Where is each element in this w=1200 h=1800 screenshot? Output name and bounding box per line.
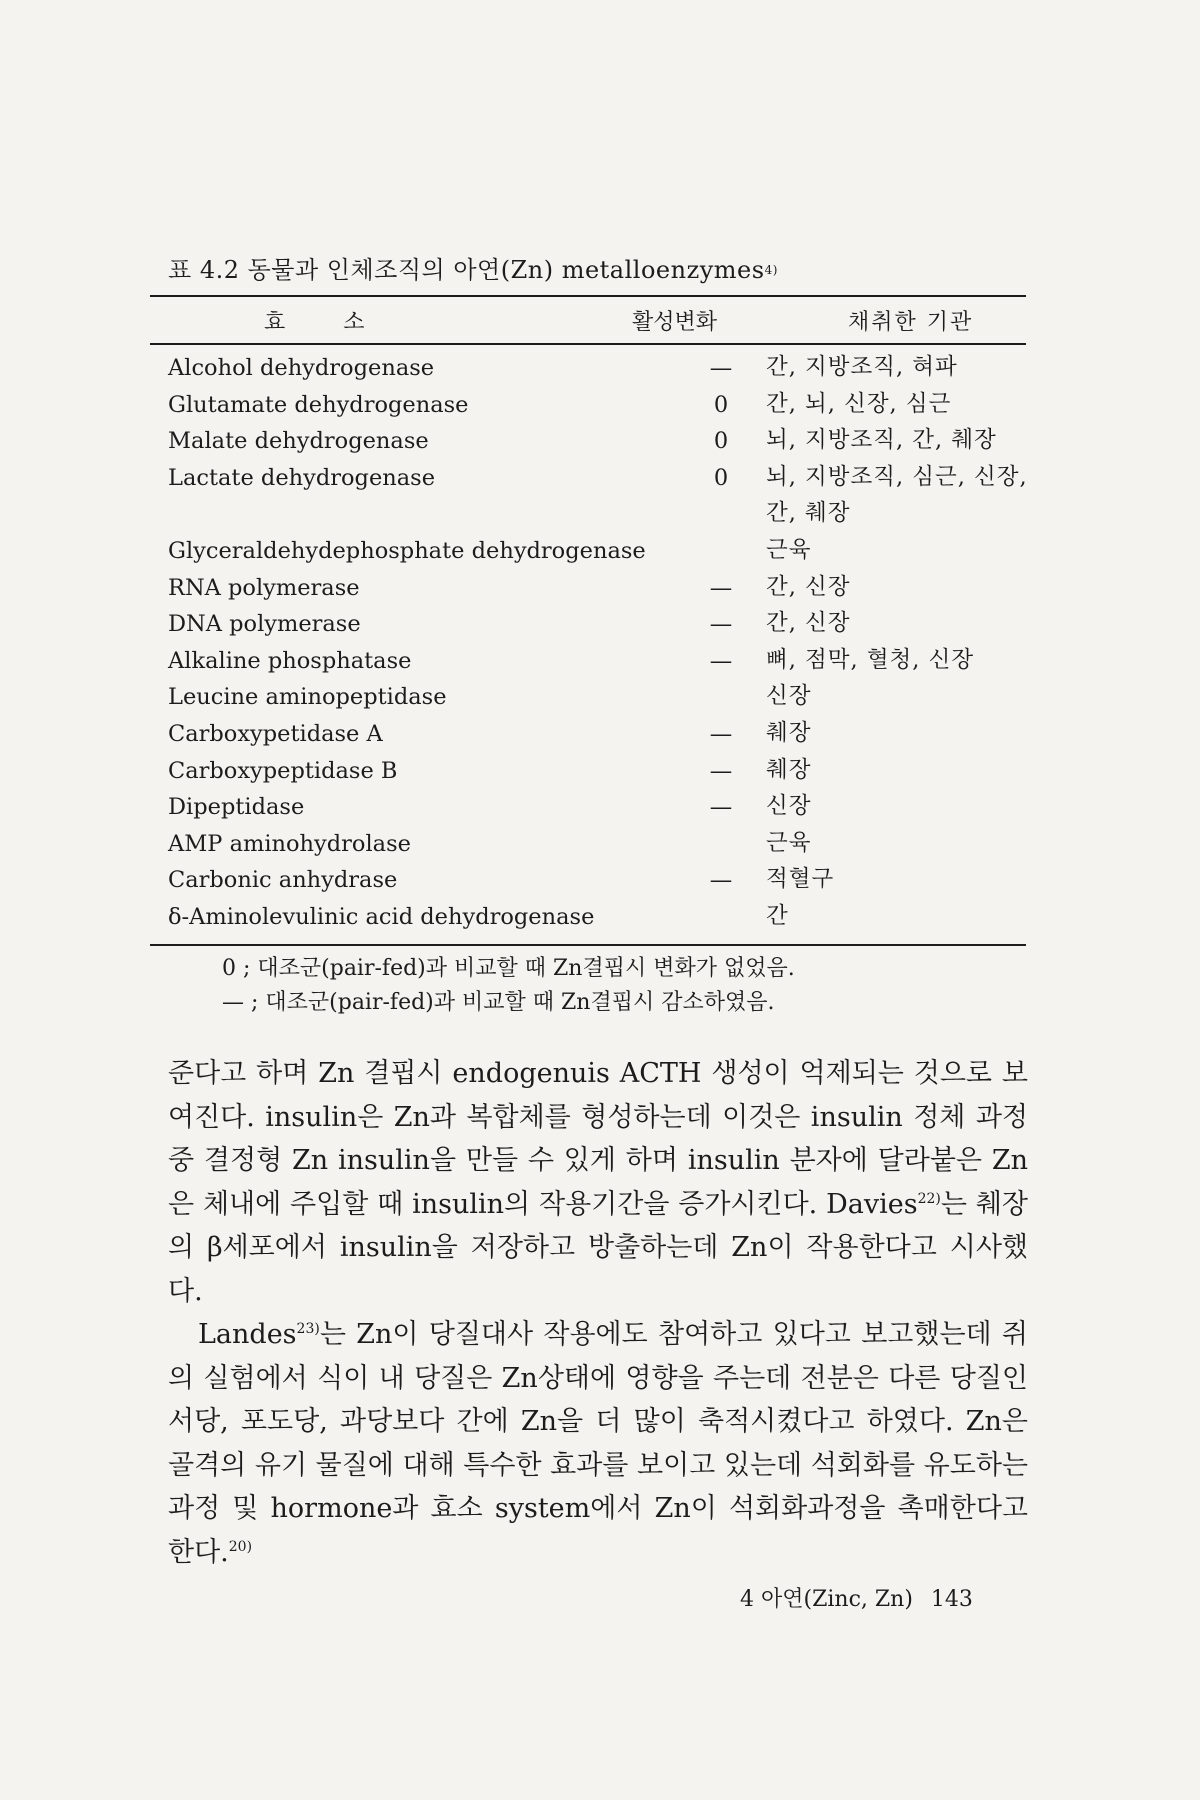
activity-change: 0 [713,391,729,418]
activity-change: — [709,611,733,638]
table-row [168,865,1026,902]
activity-change: — [709,794,733,821]
table-row [168,573,1026,610]
paragraph [168,1052,1028,1313]
activity-change: 0 [713,464,729,491]
enzyme-name: AMP aminohydrolase [168,830,411,857]
enzyme-name: Carboxypetidase A [168,720,383,747]
table-row [168,829,1026,866]
paragraph-text: Landes [198,1319,297,1350]
paragraph-text: 는 췌장의 β세포에서 insulin을 저장하고 방출하는데 Zn이 작용한다고 시사했다. [168,1188,1028,1307]
table-row [168,756,1026,793]
citation-reference: 20) [228,1538,253,1555]
organ-list: 신장 [766,683,812,710]
paragraph-text: 준다고 하며 Zn 결핍시 endogenuis ACTH 생성이 억제되는 것으로 보여진다. insulin은 Zn과 복합체를 형성하는데 이것은 insulin 정체 과정중 결정형 Zn insulin을 만들 수 있게 하며 insulin 분자에 달라붙은 Zn은 체내에 주입할 때 insulin의 작용기간을 증가시킨다. Davies [168,1058,1028,1220]
table-caption-text: 표 4.2 동물과 인체조직의 아연(Zn) metalloenzymes [168,256,765,284]
enzyme-name: Dipeptidase [168,794,305,821]
citation-reference: 22) [917,1190,941,1207]
enzyme-name: Glyceraldehydephosphate dehydrogenase [168,537,646,564]
page-number: 143 [930,1587,973,1612]
citation-reference: 23) [296,1321,320,1337]
organ-list: 간, 신장 [766,610,851,637]
organ-list: 뇌, 지방조직, 심근, 신장, 간, 췌장 [766,463,1028,527]
table-note: 0 ; 대조군(pair-fed)과 비교할 때 Zn결핍시 변화가 없었음. [222,956,795,981]
organ-list: 뼈, 점막, 혈청, 신장 [766,646,975,673]
table-body [168,353,1026,939]
enzyme-name: Carbonic anhydrase [168,867,398,894]
body-text [168,1052,1028,1574]
table-caption [168,250,778,285]
enzyme-name: Leucine aminopeptidase [168,684,447,711]
organ-list: 신장 [766,793,812,820]
organ-list: 적혈구 [766,866,835,893]
activity-change: — [709,757,733,784]
table-row [168,353,1026,390]
organ-list: 뇌, 지방조직, 간, 췌장 [766,427,997,454]
paragraph-text: 는 Zn이 당질대사 작용에도 참여하고 있다고 보고했는데 쥐의 실험에서 식이 내 당질은 Zn상태에 영향을 주는데 전분은 다른 당질인 서당, 포도당, 과당보다 간에 Zn을 더 많이 축적시켰다고 하였다. Zn은 골격의 유기 물질에 대해 특수한 효과를 보이고 있는데 석회화를 유도하는 과정 및 hormone과 효소 system에서 Zn이 석회화과정을 촉매한다고 한다. [168,1319,1028,1568]
activity-change: — [709,355,733,381]
table-row [168,463,1028,527]
table-header-rule [150,343,1026,345]
running-title: 4 아연(Zinc, Zn) [740,1587,913,1612]
table-row [168,719,1026,756]
organ-list: 간, 신장 [766,573,851,600]
enzyme-name: Alkaline phosphatase [168,647,412,674]
table-row [168,426,1026,463]
activity-change: — [709,574,733,601]
table-row [168,390,1026,427]
table-bottom-rule [150,944,1026,946]
enzyme-name: Malate dehydrogenase [168,428,429,455]
paragraph [168,1313,1028,1574]
enzyme-name: Lactate dehydrogenase [168,464,436,491]
enzyme-name: Alcohol dehydrogenase [168,355,435,381]
table-row [168,902,1026,939]
organ-list: 간, 지방조직, 혀파 [766,354,958,380]
activity-change: 0 [713,428,729,455]
table-row [168,609,1026,646]
enzyme-name: Glutamate dehydrogenase [168,391,469,418]
organ-list: 췌장 [766,756,812,783]
header-organ: 채취한 기관 [848,310,974,335]
table-top-rule [150,295,1026,297]
table-row [168,792,1026,829]
enzyme-name: DNA polymerase [168,611,361,638]
organ-list: 근육 [766,829,812,856]
activity-change: — [709,647,733,674]
organ-list: 간, 뇌, 신장, 심근 [766,390,952,417]
table-row [168,646,1026,683]
activity-change: — [709,867,733,894]
organ-list: 간 [766,902,789,929]
table-row-continuation [168,499,1026,536]
header-enzyme: 효소 [264,310,423,335]
table-notes [222,952,795,1020]
organ-list: 췌장 [766,719,812,746]
caption-reference: 4) [764,263,778,277]
header-activity: 활성변화 [632,310,718,335]
table-note: — ; 대조군(pair-fed)과 비교할 때 Zn결핍시 감소하였음. [222,990,775,1015]
table-row [168,536,1026,573]
activity-change: — [709,720,733,747]
enzyme-name: RNA polymerase [168,574,360,601]
enzyme-name: Carboxypeptidase B [168,757,398,784]
table-row [168,682,1026,719]
enzyme-name: δ-Aminolevulinic acid dehydrogenase [168,903,595,930]
organ-list: 근육 [766,536,812,563]
page-footer [740,1582,973,1613]
